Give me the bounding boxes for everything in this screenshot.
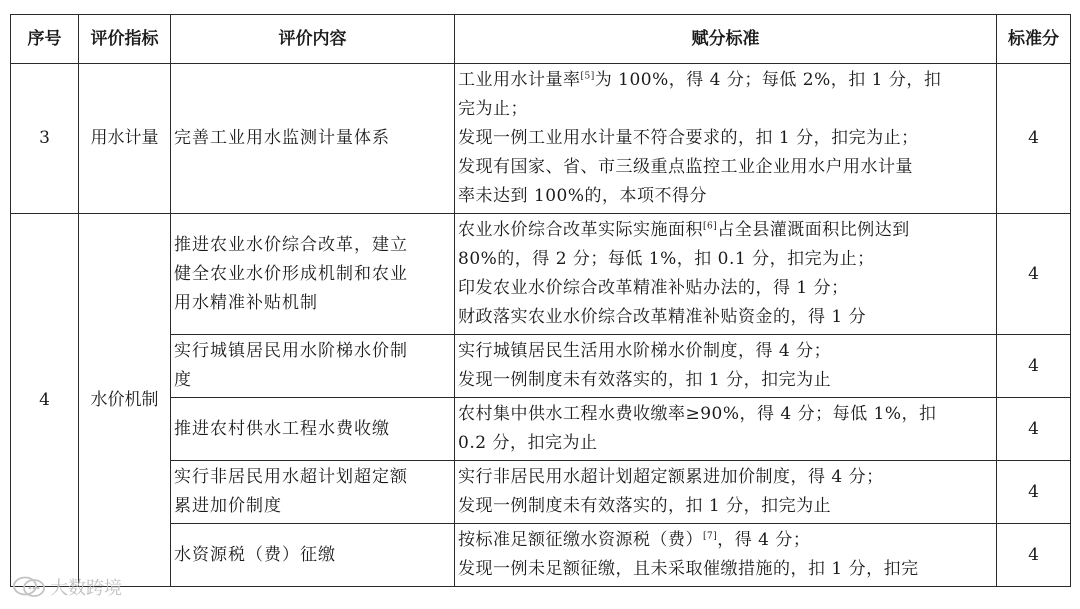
score-cell: 4: [997, 335, 1071, 398]
content-cell: 完善工业用水监测计量体系: [171, 64, 455, 214]
content-cell: 水资源税（费）征缴: [171, 524, 455, 587]
rule-cell: 按标准足额征缴水资源税（费）[7]，得 4 分； 发现一例未足额征缴，且未采取催缴措施的，扣 1 分，扣完: [455, 524, 997, 587]
score-cell: 4: [997, 214, 1071, 335]
score-cell: 4: [997, 524, 1071, 587]
rule-cell: 实行非居民用水超计划超定额累进加价制度，得 4 分； 发现一例制度未有效落实的，扣 1 分，扣完为止: [455, 461, 997, 524]
content-cell: 实行城镇居民用水阶梯水价制 度: [171, 335, 455, 398]
watermark: [12, 574, 122, 600]
table-row: [11, 64, 1071, 214]
rule-cell: 工业用水计量率[5]为 100%，得 4 分；每低 2%，扣 1 分，扣 完为止； 发现一例工业用水计量不符合要求的，扣 1 分，扣完为止； 发现有国家、省、市三级重点监控工业企业用水户用水计量 率未达到 100%的，本项不得分: [455, 64, 997, 214]
score-cell: 4: [997, 398, 1071, 461]
rule-cell: 农村集中供水工程水费收缴率≥90%，得 4 分；每低 1%，扣 0.2 分，扣完为止: [455, 398, 997, 461]
header-score: 标准分: [997, 15, 1071, 64]
score-cell: 4: [997, 461, 1071, 524]
footnote-ref: [7]: [703, 531, 718, 542]
footnote-ref: [5]: [580, 71, 595, 82]
evaluation-table: [10, 14, 1071, 587]
header-rule: 赋分标准: [455, 15, 997, 64]
indicator-cell: 用水计量: [79, 64, 171, 214]
header-content: 评价内容: [171, 15, 455, 64]
rule-cell: 实行城镇居民生活用水阶梯水价制度，得 4 分； 发现一例制度未有效落实的，扣 1 分，扣完为止: [455, 335, 997, 398]
score-cell: 4: [997, 64, 1071, 214]
content-cell: 推进农村供水工程水费收缴: [171, 398, 455, 461]
header-no: 序号: [11, 15, 79, 64]
indicator-cell: 水价机制: [79, 214, 171, 587]
rule-cell: 农业水价综合改革实际实施面积[6]占全县灌溉面积比例达到 80%的，得 2 分；每低 1%，扣 0.1 分，扣完为止； 印发农业水价综合改革精准补贴办法的，得 1 分； 财政落实农业水价综合改革精准补贴资金的，得 1 分: [455, 214, 997, 335]
table-row: [11, 214, 1071, 335]
header-row: [11, 15, 1071, 64]
row-number: 4: [11, 214, 79, 587]
chat-bubble-icon: [12, 575, 46, 599]
content-cell: 实行非居民用水超计划超定额 累进加价制度: [171, 461, 455, 524]
content-cell: 推进农业水价综合改革，建立 健全农业水价形成机制和农业 用水精准补贴机制: [171, 214, 455, 335]
header-indicator: 评价指标: [79, 15, 171, 64]
row-number: 3: [11, 64, 79, 214]
footnote-ref: [6]: [703, 221, 718, 232]
watermark-text: 大数跨境: [50, 578, 122, 599]
